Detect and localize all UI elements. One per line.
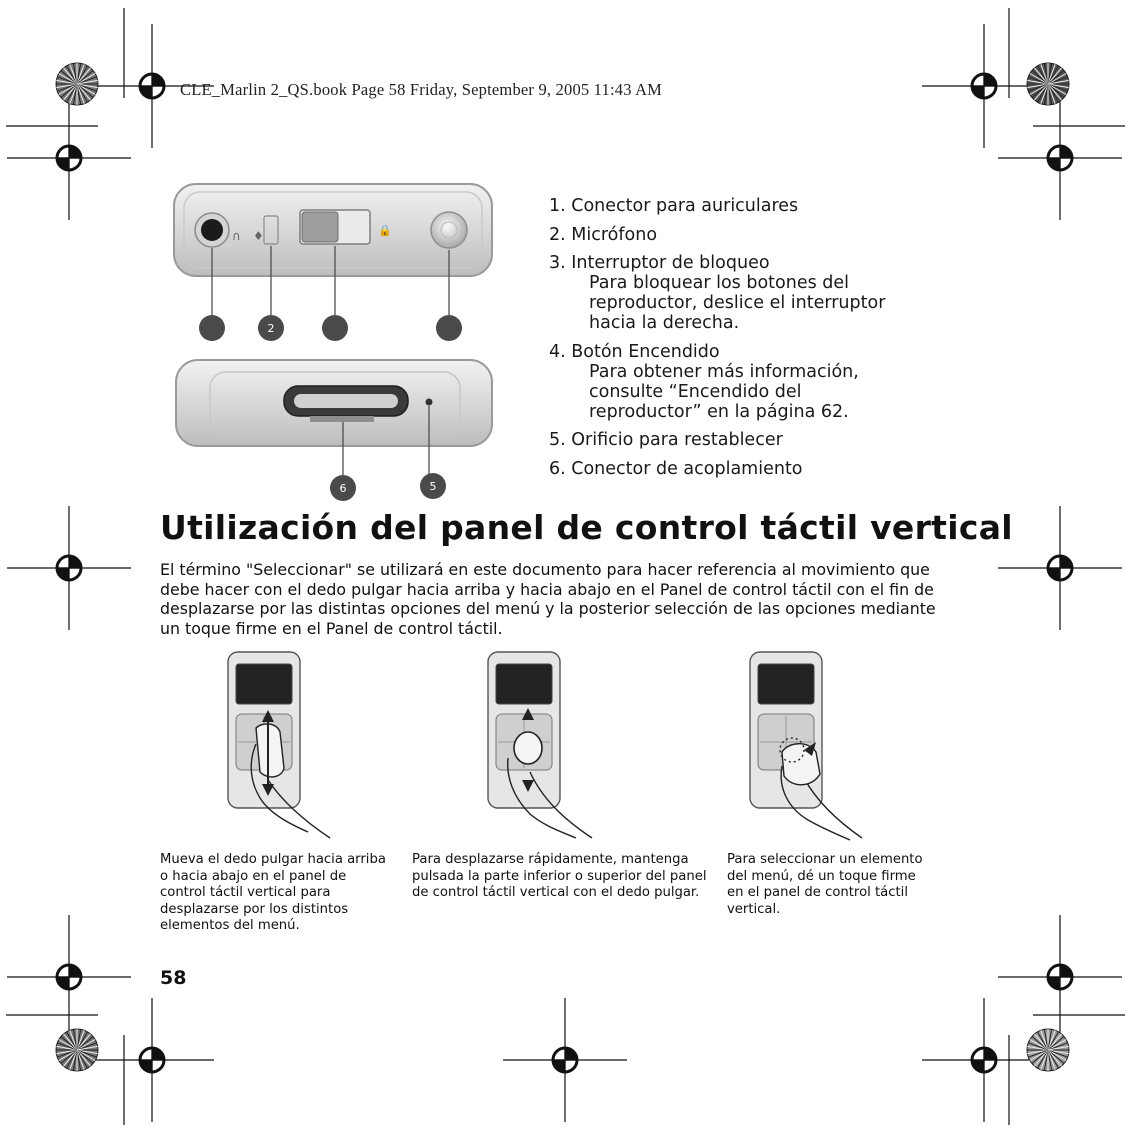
player-screen — [496, 664, 552, 704]
component-list — [549, 196, 969, 487]
microphone-icon: ♦ — [253, 229, 264, 243]
callout-5-label: 5 — [429, 480, 437, 493]
registration-crosshair — [998, 915, 1122, 1039]
list-item: 6. Conector de acoplamiento — [549, 458, 803, 479]
callout-1 — [199, 315, 225, 341]
caption-select: Para seleccionar un elemento del menú, dé un toque firme en el panel de control táctil vertical. — [727, 852, 923, 917]
list-item: 4. Botón Encendido Para obtener más información, consulte “Encendido del reproductor” en la página 62. — [549, 341, 859, 422]
list-item: 3. Interruptor de bloqueo Para bloquear los botones del reproductor, deslice el interruptor hacia la derecha. — [549, 253, 886, 333]
registration-crosshair — [7, 915, 131, 1039]
section-title: Utilización del panel de control táctil vertical — [160, 508, 1013, 547]
print-header: CLE_Marlin 2_QS.book Page 58 Friday, September 9, 2005 11:43 AM — [180, 80, 663, 99]
registration-crosshair — [998, 506, 1122, 630]
intro-paragraph: El término "Seleccionar" se utilizará en este documento para hacer referencia al movimiento que debe hacer con el dedo pulgar hacia arriba y hacia abajo en el Panel de control táctil con el fin de desplazarse por las distintas opciones del menú y la posterior selección de las opciones mediante un toque firme en el Panel de control táctil. — [160, 560, 936, 638]
registration-crosshair — [503, 998, 627, 1122]
registration-rosette — [56, 63, 98, 105]
page-number: 58 — [160, 967, 187, 989]
caption-fast-scroll: Para desplazarse rápidamente, mantenga pulsada la parte inferior o superior del panel de control táctil vertical con el dedo pulgar. — [412, 852, 707, 900]
callout-6-label: 6 — [339, 482, 347, 495]
callout-2-label: 2 — [267, 322, 275, 335]
registration-crosshair — [90, 998, 214, 1122]
scroll-gesture-illustration — [190, 648, 370, 848]
registration-rosette — [1027, 63, 1069, 105]
reset-hole — [426, 399, 433, 406]
list-item: 2. Micrófono — [549, 224, 658, 245]
select-gesture-illustration — [712, 648, 892, 848]
thumb — [514, 732, 542, 764]
headphone-icon: ∩ — [232, 229, 241, 243]
list-item: 5. Orificio para restablecer — [549, 430, 783, 450]
registration-crosshair — [998, 96, 1122, 220]
caption-scroll: Mueva el dedo pulgar hacia arriba o hacia abajo en el panel de control táctil vertical para desplazarse por los distintos elementos del menú. — [160, 852, 386, 933]
player-screen — [758, 664, 814, 704]
power-button — [431, 212, 467, 248]
callout-3 — [322, 315, 348, 341]
thumb — [782, 744, 820, 785]
registration-crosshair — [7, 506, 131, 630]
registration-crosshair — [922, 998, 1046, 1122]
fast-scroll-gesture-illustration — [450, 648, 630, 848]
hold-switch — [302, 212, 338, 242]
registration-crosshair — [7, 96, 131, 220]
thumb — [256, 724, 284, 777]
callout-4 — [436, 315, 462, 341]
lock-icon: 🔒 — [378, 224, 392, 237]
list-item: 1. Conector para auriculares — [549, 196, 799, 216]
player-screen — [236, 664, 292, 704]
registration-rosette — [1027, 1029, 1069, 1071]
device-parts-illustration — [168, 180, 498, 510]
registration-rosette — [56, 1029, 98, 1071]
